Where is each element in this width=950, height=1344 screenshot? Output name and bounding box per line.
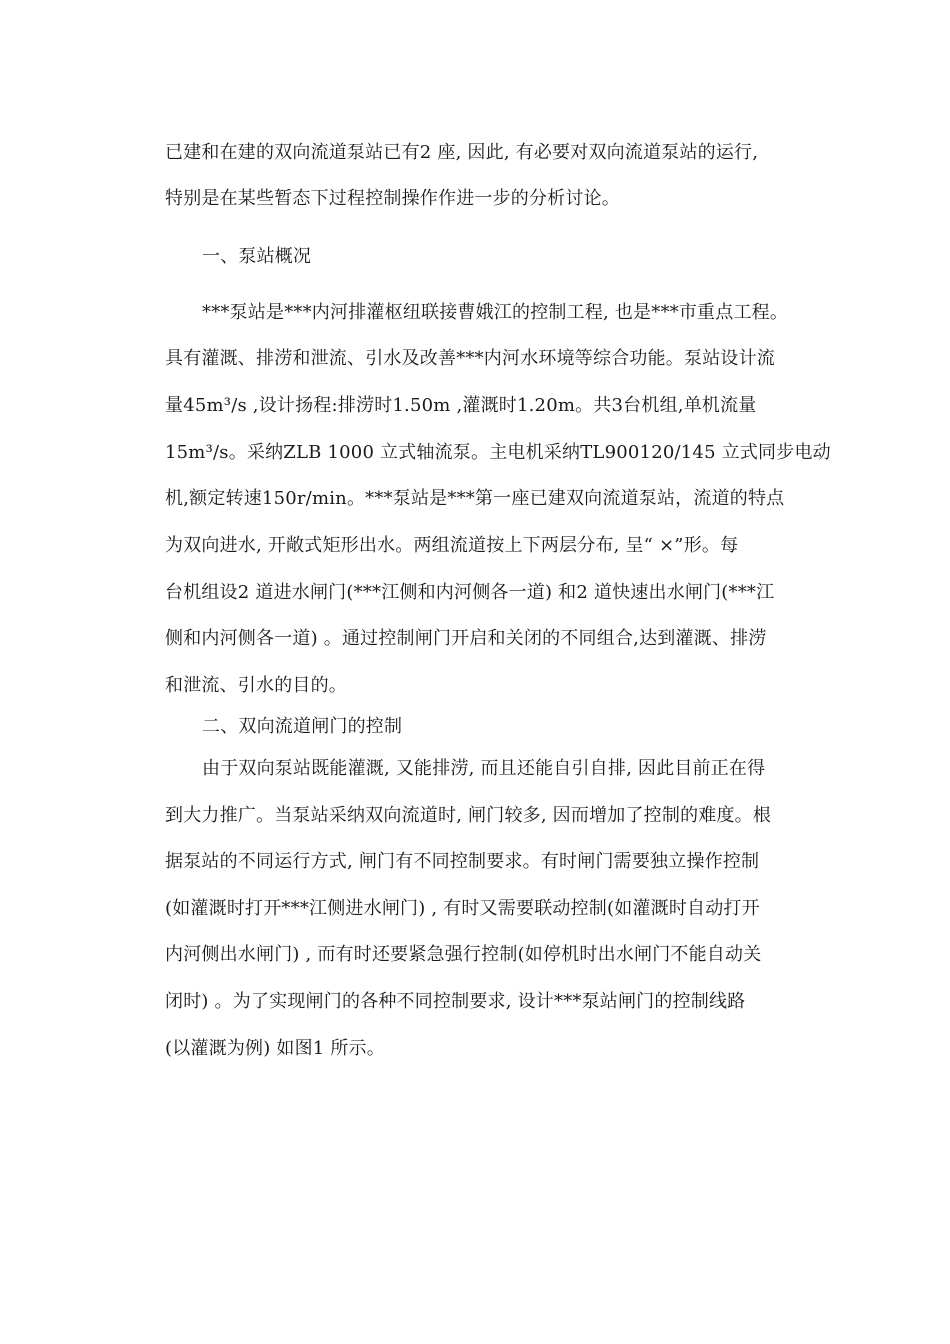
- body-text-line: 具有灌溉、排涝和泄流、引水及改善***内河水环境等综合功能。泵站设计流: [165, 348, 775, 369]
- body-text-line: 台机组设2 道进水闸门(***江侧和内河侧各一道) 和2 道快速出水闸门(***江: [165, 582, 775, 603]
- body-text-line: 闭时) 。为了实现闸门的各种不同控制要求, 设计***泵站闸门的控制线路: [165, 991, 746, 1012]
- section-heading-gate-control: 二、双向流道闸门的控制: [202, 716, 403, 737]
- body-text-line: 机,额定转速150r/min。***泵站是***第一座已建双向流道泵站，流道的特点: [165, 488, 785, 509]
- body-text-line: 侧和内河侧各一道) 。通过控制闸门开启和关闭的不同组合,达到灌溉、排涝: [165, 628, 767, 649]
- body-text-line: 特别是在某些暂态下过程控制操作作进一步的分析讨论。: [165, 188, 620, 209]
- body-text-line: 为双向进水, 开敞式矩形出水。两组流道按上下两层分布, 呈“ ×”形。每: [165, 535, 739, 556]
- body-text-line: 和泄流、引水的目的。: [165, 675, 347, 696]
- body-text-line: 15m³/s。采纳ZLB 1000 立式轴流泵。主电机采纳TL900120/145 立式同步电动: [165, 442, 831, 463]
- body-text-line: 内河侧出水闸门) , 而有时还要紧急强行控制(如停机时出水闸门不能自动关: [165, 944, 762, 965]
- body-text-line: 量45m³/s ,设计扬程:排涝时1.50m ,灌溉时1.20m。共3台机组,单机流量: [165, 395, 757, 416]
- body-text-line: 由于双向泵站既能灌溉, 又能排涝, 而且还能自引自排, 因此目前正在得: [202, 758, 766, 779]
- body-text-line: 已建和在建的双向流道泵站已有2 座, 因此, 有必要对双向流道泵站的运行,: [165, 142, 759, 163]
- section-heading-overview: 一、泵站概况: [202, 246, 312, 267]
- body-text-line: (以灌溉为例) 如图1 所示。: [165, 1038, 385, 1059]
- body-text-line: (如灌溉时打开***江侧进水闸门) , 有时又需要联动控制(如灌溉时自动打开: [165, 898, 760, 919]
- body-text-line: 据泵站的不同运行方式, 闸门有不同控制要求。有时闸门需要独立操作控制: [165, 851, 760, 872]
- body-text-line: ***泵站是***内河排灌枢纽联接曹娥江的控制工程, 也是***市重点工程。: [202, 302, 789, 323]
- body-text-line: 到大力推广。当泵站采纳双向流道时, 闸门较多, 因而增加了控制的难度。根: [165, 805, 772, 826]
